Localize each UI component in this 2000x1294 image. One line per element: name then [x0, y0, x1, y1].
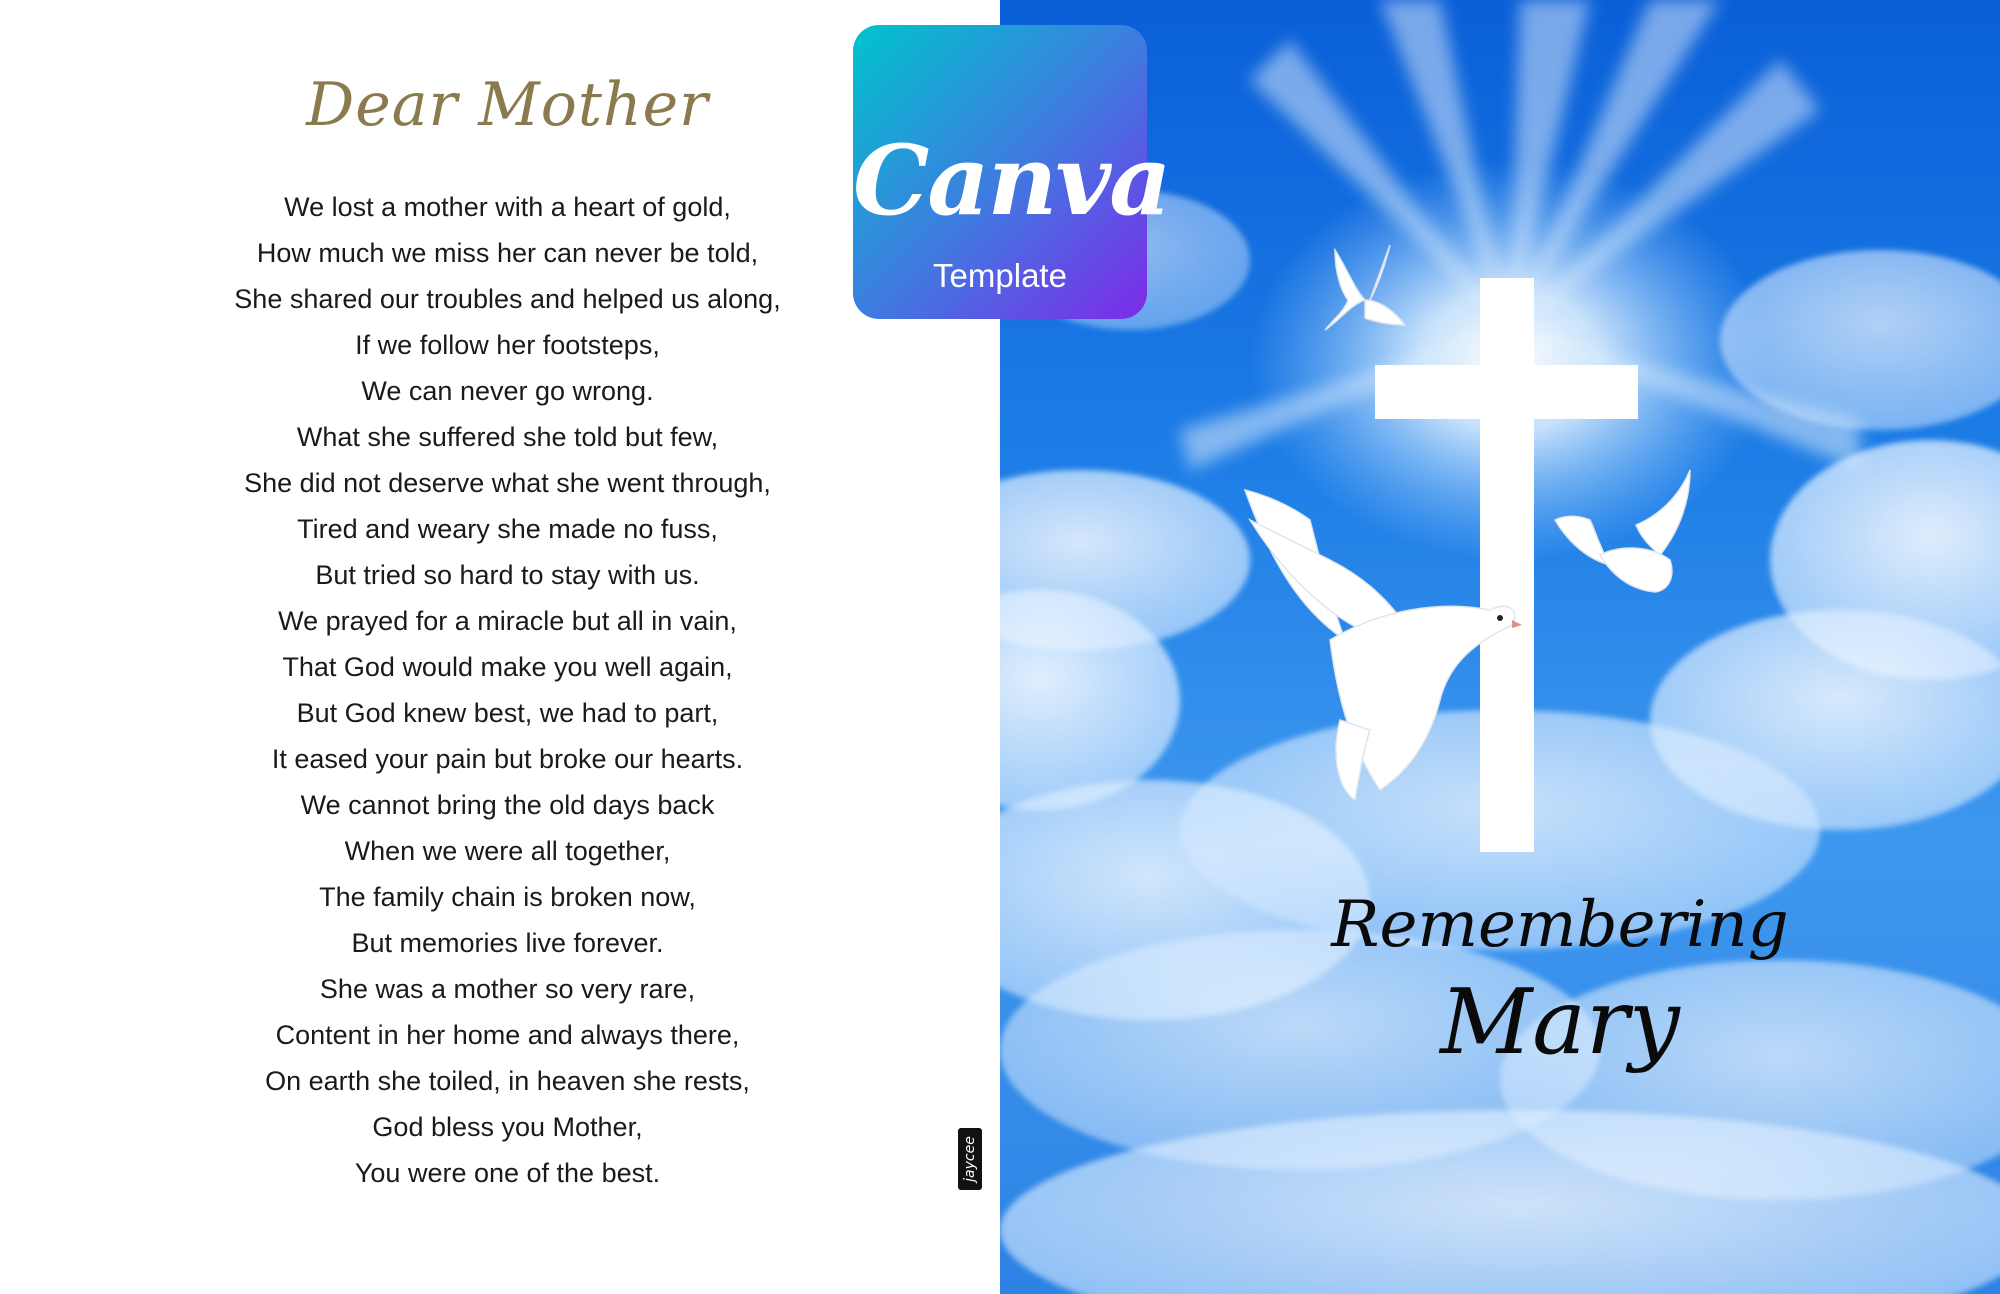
poem-line: She did not deserve what she went through, [244, 468, 771, 498]
poem-line: God bless you Mother, [372, 1112, 643, 1142]
poem-line: What she suffered she told but few, [296, 422, 719, 452]
poem-line: The family chain is broken now, [319, 882, 696, 912]
poem-line: On earth she toiled, in heaven she rests, [265, 1066, 750, 1096]
poem [0, 184, 1015, 1196]
credit-text: jaycee [962, 1136, 978, 1182]
poem-line: How much we miss her can never be told, [256, 238, 759, 268]
poem-line: You were one of the best. [354, 1158, 661, 1188]
poem-line: But memories live forever. [351, 928, 664, 958]
poem-line: When we were all together, [344, 836, 671, 866]
poem-line: We lost a mother with a heart of gold, [284, 192, 731, 222]
canva-logo-text: Canva [853, 124, 1170, 237]
cover-heading-remembering: Remembering [1331, 888, 1789, 962]
poem-line: If we follow her footsteps, [355, 330, 660, 360]
canva-template-badge [853, 25, 1170, 319]
poem-title: Dear Mother [306, 70, 709, 140]
canva-template-label: Template [933, 257, 1067, 294]
poem-line: Tired and weary she made no fuss, [297, 514, 718, 544]
poem-line: She was a mother so very rare, [319, 974, 696, 1004]
poem-line: But God knew best, we had to part, [296, 698, 719, 728]
credit-tag [958, 1128, 982, 1190]
poem-line: That God would make you well again, [282, 652, 733, 682]
cover-heading-name: Mary [1440, 970, 1680, 1075]
poem-line: We can never go wrong. [361, 376, 654, 406]
poem-line: We cannot bring the old days back [300, 790, 715, 820]
poem-line: She shared our troubles and helped us along, [234, 284, 781, 314]
poem-line: But tried so hard to stay with us. [315, 560, 700, 590]
poem-line: We prayed for a miracle but all in vain, [278, 606, 737, 636]
poem-line: Content in her home and always there, [275, 1020, 740, 1050]
poem-line: It eased your pain but broke our hearts. [271, 744, 744, 774]
